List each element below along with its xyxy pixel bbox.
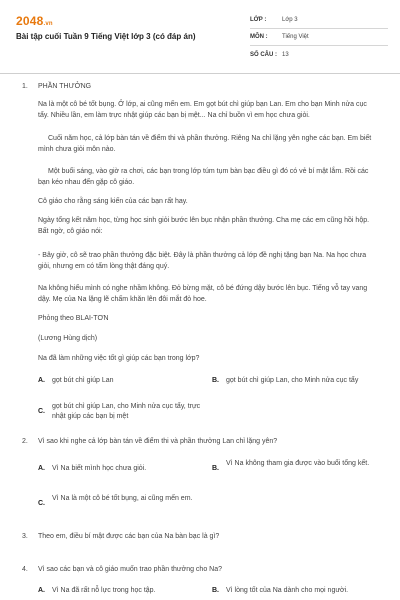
option-letter: B. (212, 587, 219, 594)
question-number: 4. (22, 566, 28, 573)
option-text: Vì Na đã rất nỗ lực trong học tập. (52, 587, 156, 594)
option-letter: A. (38, 377, 45, 384)
question-text: Vì sao các bạn và cô giáo muốn trao phần thưởng cho Na? (38, 566, 223, 573)
option-text: gọt bút chì giúp Lan, cho Minh nửa cục tẩy (226, 377, 359, 384)
meta-label: LỚP : (250, 17, 267, 23)
meta-row-class (250, 12, 388, 29)
question-1-text: Na đã làm những việc tốt gì giúp các bạn trong lớp? (38, 355, 200, 362)
meta-value: Lớp 3 (282, 17, 298, 23)
logo-tld: .vn (43, 21, 53, 27)
option-text: Vì Na không tham gia được vào buổi tổng kết. (226, 460, 370, 467)
document-header (0, 0, 400, 74)
meta-row-subject (250, 29, 388, 46)
meta-value: 13 (282, 51, 289, 58)
logo-text: 2048 (16, 14, 44, 28)
story-paragraph-4: Cô giáo cho rằng sáng kiến của các bạn rất hay. (38, 198, 188, 205)
question-text: Theo em, điều bí mật được các bạn của Na bàn bạc là gì? (38, 533, 220, 540)
option-letter: C. (38, 500, 45, 507)
meta-label: SỐ CÂU : (250, 51, 277, 58)
option-letter: A. (38, 587, 45, 594)
option-letter: C. (38, 408, 45, 415)
meta-table (250, 12, 388, 63)
meta-row-count (250, 46, 388, 63)
document-title: Bài tập cuối Tuần 9 Tiếng Việt lớp 3 (có đáp án) (16, 32, 196, 41)
option-text: gọt bút chì giúp Lan, cho Minh nửa cục tẩy, trực nhật giúp các bạn bị mệt (52, 403, 201, 420)
story-paragraph-7: Na không hiểu mình có nghe nhầm không. Đỏ bừng mặt, cô bé đứng dậy bước lên bục. Tiếng vỗ tay vang dậy. Mẹ của Na lặng lẽ chấm khăn lên đôi mắt đỏ hoe. (38, 285, 368, 303)
story-paragraph-2: Cuối năm học, cả lớp bàn tán về điểm thi và phần thưởng. Riêng Na chỉ lặng yên nghe các bạn. Em biết mình chưa giỏi môn nào. (38, 135, 372, 153)
option-letter: B. (212, 465, 219, 472)
story-paragraph-5: Ngày tổng kết năm học, từng học sinh giỏi bước lên bục nhận phần thưởng. Cha mẹ các em cũng hồi hộp. Bất ngờ, cô giáo nói: (38, 217, 370, 235)
story-paragraph-1: Na là một cô bé tốt bụng. Ở lớp, ai cũng mến em. Em gọt bút chì giúp bạn Lan. Em cho bạn Minh nửa cục tẩy. Nhiều lần, em làm trực nhật giúp các bạn bị mệt... Na chỉ buồn vì em học chưa giỏi. (38, 101, 367, 119)
site-logo[interactable] (16, 14, 53, 28)
option-text: gọt bút chì giúp Lan (52, 377, 114, 384)
option-text: Vì lòng tốt của Na dành cho mọi người. (226, 587, 349, 594)
meta-value: Tiếng Việt (282, 34, 309, 40)
meta-label: MÔN : (250, 34, 268, 40)
question-text: Vì sao khi nghe cả lớp bàn tán về điểm thi và phần thưởng Lan chỉ lặng yên? (38, 438, 278, 445)
option-letter: A. (38, 465, 45, 472)
question-number: 3. (22, 533, 28, 540)
option-letter: B. (212, 377, 219, 384)
option-text: Vì Na biết mình học chưa giỏi. (52, 465, 147, 472)
story-source: Phỏng theo BLAI-TƠN (38, 315, 109, 322)
reading-title: PHẦN THƯỞNG (38, 83, 92, 90)
story-paragraph-6: - Bây giờ, cô sẽ trao phần thưởng đặc biệt. Đây là phần thưởng cả lớp đề nghị tặng bạn Na. Na học chưa giỏi, nhưng em có tấm lòng thật đáng quý. (38, 252, 367, 270)
question-number: 1. (22, 83, 28, 90)
story-paragraph-3: Một buổi sáng, vào giờ ra chơi, các bạn trong lớp túm tụm bàn bạc điều gì đó có vẻ bí mật lắm. Rồi các bạn kéo nhau đến gặp cô giáo. (38, 168, 369, 186)
option-text: Vì Na là một cô bé tốt bụng, ai cũng mến em. (52, 495, 193, 502)
story-translator: (Lương Hùng dịch) (38, 335, 98, 342)
question-number: 2. (22, 438, 28, 445)
